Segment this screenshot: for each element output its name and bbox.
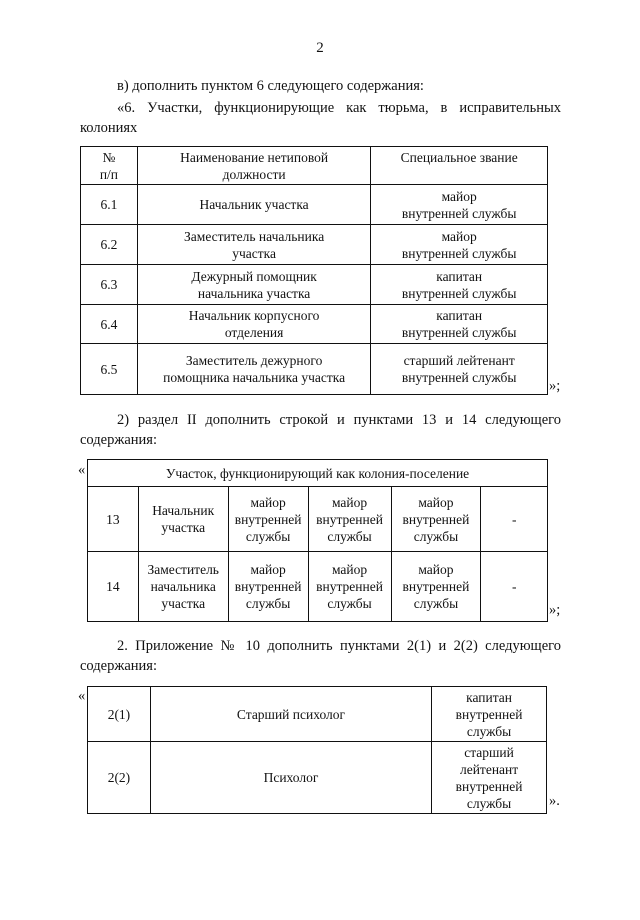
row-num: 2(1) [88,687,151,742]
table-row [81,185,548,225]
row-rank: капитан внутренней службы [371,265,548,305]
table-row [88,742,547,814]
row-num: 14 [88,552,139,622]
row-rank: майор внутренней службы [228,487,308,552]
row-rank: майор внутренней службы [371,185,548,225]
row-position: Старший психолог [150,687,431,742]
header-position: Наименование нетиповой должности [137,147,370,185]
row-num: 13 [88,487,139,552]
header-rank: Специальное звание [371,147,548,185]
row-rank: майор внутренней службы [308,487,391,552]
row-rank: старший лейтенант внутренней службы [371,344,548,395]
table2-header: Участок, функционирующий как колония-поселение [88,460,548,487]
row-position: Заместитель дежурного помощника начальника участка [137,344,370,395]
table-row [81,305,548,344]
table-row [81,225,548,265]
table-row [88,487,548,552]
section-p2-line1: 2. Приложение № 10 дополнить пунктами 2(1) и 2(2) следующего [117,638,561,654]
row-num: 6.3 [81,265,138,305]
row-num: 6.4 [81,305,138,344]
table-row [81,265,548,305]
section-v-intro: в) дополнить пунктом 6 следующего содержания: [117,78,424,94]
row-position: Психолог [150,742,431,814]
table2-closing-quote: »; [549,602,561,618]
table-row [88,687,547,742]
positions-table-1 [80,146,548,395]
item-6-heading-line1: «6. Участки, функционирующие как тюрьма, в исправительных [117,100,561,116]
positions-table-3 [87,686,547,814]
row-rank: капитан внутренней службы [432,687,547,742]
row-dash: - [481,552,548,622]
section-2-line1: 2) раздел II дополнить строкой и пунктами 13 и 14 следующего [117,412,561,428]
table-header-row [81,147,548,185]
row-rank: майор внутренней службы [391,552,481,622]
row-rank: майор внутренней службы [391,487,481,552]
row-rank: капитан внутренней службы [371,305,548,344]
table-row [88,552,548,622]
table3-open-quote: « [78,688,86,704]
header-num: № п/п [81,147,138,185]
row-position: Начальник корпусного отделения [137,305,370,344]
table3-closing-quote: ». [549,793,560,809]
row-position: Заместитель начальника участка [138,552,228,622]
row-position: Начальник участка [137,185,370,225]
item-6-heading-line2: колониях [80,120,138,136]
row-rank: майор внутренней службы [308,552,391,622]
section-p2-line2: содержания: [80,658,158,674]
row-rank: майор внутренней службы [228,552,308,622]
table-header-row [88,460,548,487]
row-position: Начальник участка [138,487,228,552]
positions-table-2 [87,459,548,622]
page-number: 2 [316,40,324,56]
row-position: Дежурный помощник начальника участка [137,265,370,305]
row-num: 2(2) [88,742,151,814]
row-num: 6.5 [81,344,138,395]
table-row [81,344,548,395]
row-num: 6.2 [81,225,138,265]
row-rank: старший лейтенант внутренней службы [432,742,547,814]
section-2-line2: содержания: [80,432,158,448]
row-position: Заместитель начальника участка [137,225,370,265]
table1-closing-quote: »; [549,378,561,394]
table2-open-quote: « [78,462,86,478]
row-dash: - [481,487,548,552]
row-num: 6.1 [81,185,138,225]
row-rank: майор внутренней службы [371,225,548,265]
